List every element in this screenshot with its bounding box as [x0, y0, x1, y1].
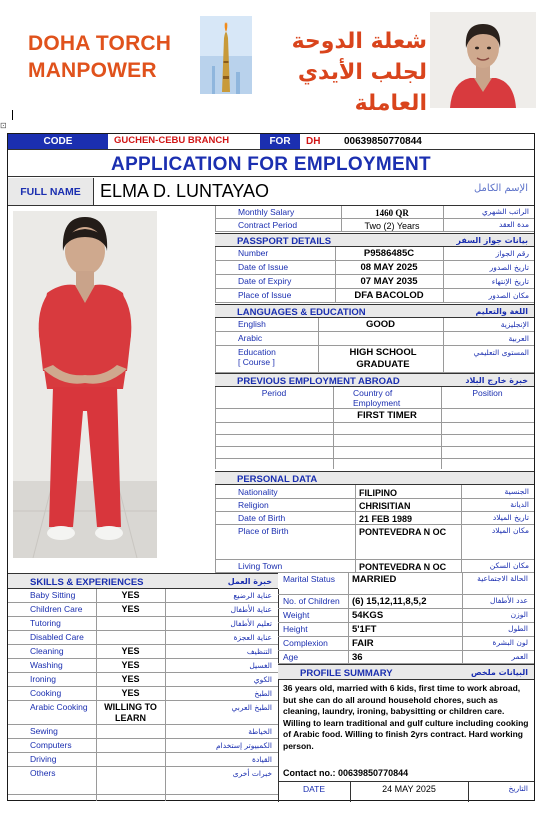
company-name-ar: [265, 26, 427, 119]
skill-value: YES: [121, 688, 140, 698]
skill-row: [8, 659, 278, 673]
contact-value: 00639850770844: [338, 768, 409, 778]
living-town-value: PONTEVEDRA N OC: [359, 562, 447, 572]
passport-issue-date-value: 08 MAY 2025: [360, 262, 418, 273]
skill-label-ar: القيادة: [252, 755, 272, 764]
skill-value: YES: [121, 660, 140, 670]
skill-label: Cooking: [30, 688, 62, 698]
code-label: CODE: [8, 134, 108, 149]
for-value: DH: [306, 136, 321, 147]
passport-expiry-date-label-ar: تاريخ الإنتهاء: [491, 277, 529, 286]
contact-row: [283, 768, 531, 778]
skill-label-ar: الطبخ العربي: [231, 703, 272, 712]
skill-label: Ironing: [30, 674, 56, 684]
profile-summary-title: PROFILE SUMMARY: [300, 668, 393, 679]
skills-table: [8, 589, 278, 801]
period-column-header: Period: [261, 388, 287, 398]
english-value: GOOD: [365, 319, 396, 330]
skill-value: YES: [121, 590, 140, 600]
skill-label: Cleaning: [30, 646, 64, 656]
skill-label-ar: الطبخ: [254, 689, 272, 698]
details-table: [278, 573, 534, 664]
company-name-en: [28, 30, 171, 84]
detail-value: 54KGS: [352, 610, 384, 621]
detail-value: (6) 15,12,11,8,5,2: [352, 596, 427, 607]
skill-label: Arabic Cooking: [30, 702, 88, 712]
previous-employment-title-ar: خبرة خارج البلاد: [465, 376, 528, 385]
profile-summary-title-ar: البيانات ملخص: [470, 668, 528, 677]
detail-label-ar: لون البشرة: [492, 638, 528, 647]
religion-label-ar: الديانة: [510, 500, 529, 509]
passport-number-value: P9586485C: [363, 248, 415, 259]
detail-value: 36: [352, 652, 363, 663]
skill-row: [8, 617, 278, 631]
salary-label: Monthly Salary: [238, 207, 295, 217]
contract-label-ar: مدة العقد: [499, 220, 529, 229]
skill-label: Computers: [30, 740, 72, 750]
passport-expiry-date-label: Date of Expiry: [238, 276, 292, 286]
skill-row: [8, 725, 278, 739]
detail-label: No. of Children: [283, 596, 340, 606]
skill-value: YES: [121, 604, 140, 614]
anchor-icon: ⊡: [0, 121, 7, 130]
passport-section-header: [215, 233, 534, 247]
passport-place-label: Place of Issue: [238, 290, 292, 300]
personal-data-title: PERSONAL DATA: [237, 474, 318, 485]
text-cursor: [12, 110, 13, 120]
full-name-label-ar: الإسم الكامل: [473, 183, 528, 194]
passport-number-label: Number: [238, 248, 269, 258]
religion-label: Religion: [238, 500, 269, 510]
skill-row: [8, 645, 278, 659]
skill-label: Children Care: [30, 604, 83, 614]
skill-row: [8, 603, 278, 617]
skill-row: [8, 631, 278, 645]
full-name-label: FULL NAME: [8, 178, 94, 205]
skill-label-ar: خبرات أخرى: [232, 769, 272, 778]
passport-section-title: PASSPORT DETAILS: [237, 236, 332, 247]
applicant-headshot: [430, 12, 536, 108]
torch-tower-logo: [200, 16, 252, 94]
previous-employment-table: [215, 387, 534, 469]
skill-label: Disabled Care: [30, 632, 84, 642]
date-label-ar: التاريخ: [508, 784, 528, 793]
birthplace-label: Place of Birth: [238, 526, 289, 536]
skill-label: Washing: [30, 660, 63, 670]
detail-label: Height: [283, 624, 308, 634]
dob-value: 21 FEB 1989: [359, 514, 413, 524]
profile-summary-header: [278, 664, 534, 680]
skills-section-header: [8, 573, 278, 589]
skill-label-ar: الخياطة: [248, 727, 272, 736]
skill-label-ar: عناية الرضيع: [233, 591, 272, 600]
education-label: Education: [238, 347, 276, 357]
detail-row: [278, 623, 534, 637]
detail-label: Complexion: [283, 638, 328, 648]
full-name-value: ELMA D. LUNTAYAO: [100, 181, 270, 201]
contact-label: Contact no.:: [283, 768, 336, 778]
education-value: HIGH SCHOOL GRADUATE: [349, 347, 417, 370]
personal-data-table: [215, 485, 534, 573]
detail-label: Weight: [283, 610, 310, 620]
profile-summary-text: 36 years old, married with 6 kids, first time to work abroad, but she can do all around household chores, such as cleaning, laundry, ironing, babysitting or children care. Willing to learn traditional and gulf culture including cooking of Arabic food. Willing to finish 2yrs contract. Hard working person.: [283, 683, 529, 751]
skill-label: Sewing: [30, 726, 58, 736]
education-label-ar: المستوى التعليمي: [473, 348, 529, 357]
nationality-value: FILIPINO: [359, 488, 397, 498]
form-top-bar: [8, 134, 534, 150]
passport-place-label-ar: مكان الصدور: [488, 291, 529, 300]
skill-row: [8, 753, 278, 767]
skill-row: [8, 767, 278, 795]
english-label: English: [238, 319, 266, 329]
detail-label-ar: الطول: [508, 624, 528, 633]
living-town-label: Living Town: [238, 561, 283, 571]
date-value: 24 MAY 2025: [382, 784, 436, 794]
dob-label-ar: تاريخ الميلاد: [492, 513, 529, 522]
detail-row: [278, 609, 534, 623]
skill-label-ar: عناية الأطفال: [230, 605, 272, 614]
detail-label-ar: الحالة الاجتماعية: [477, 574, 528, 583]
birthplace-label-ar: مكان الميلاد: [491, 526, 529, 535]
religion-value: CHRISITIAN: [359, 501, 411, 511]
company-name-line2: MANPOWER: [28, 59, 157, 82]
arabic-label-ar: العربية: [508, 334, 529, 343]
full-name-row: [8, 178, 534, 206]
skill-label-ar: الكمبيوتر إستخدام: [216, 741, 272, 750]
languages-table: [215, 318, 534, 373]
applicant-full-body-photo: [13, 211, 157, 558]
branch-name: GUCHEN-CEBU BRANCH: [114, 135, 230, 146]
passport-place-value: DFA BACOLOD: [354, 290, 424, 301]
skill-value: YES: [121, 646, 140, 656]
skill-row: [8, 739, 278, 753]
skill-value: YES: [121, 674, 140, 684]
company-name-line1: DOHA TORCH: [28, 32, 172, 55]
skill-label-ar: الغسيل: [249, 661, 272, 670]
salary-contract-block: [215, 206, 534, 232]
passport-issue-date-label: Date of Issue: [238, 262, 289, 272]
living-town-label-ar: مكان السكن: [489, 561, 529, 570]
personal-data-header: [215, 471, 534, 485]
dob-label: Date of Birth: [238, 513, 286, 523]
country-column-header: Country of Employment: [353, 388, 401, 408]
form-title: APPLICATION FOR EMPLOYMENT: [8, 151, 534, 177]
detail-label: Age: [283, 652, 299, 662]
skill-label-ar: التنظيف: [246, 647, 272, 656]
english-label-ar: الإنجليزية: [500, 320, 529, 329]
for-label: FOR: [260, 134, 300, 149]
nationality-label-ar: الجنسية: [504, 487, 529, 496]
languages-section-title-ar: اللغة والتعليم: [475, 307, 528, 316]
detail-value: MARRIED: [352, 574, 397, 585]
skill-row: [8, 701, 278, 725]
applicant-phone: 00639850770844: [344, 136, 422, 147]
previous-employment-title: PREVIOUS EMPLOYMENT ABROAD: [237, 376, 400, 387]
company-name-ar-line1: شعلة الدوحة: [291, 29, 427, 54]
detail-label-ar: العمر: [511, 652, 528, 661]
skill-label: Tutoring: [30, 618, 61, 628]
skills-section-title-ar: خبرة العمل: [227, 577, 272, 586]
detail-label-ar: عدد الأطفال: [490, 596, 528, 605]
salary-value: 1460 QR: [375, 208, 409, 218]
skill-row: [8, 687, 278, 701]
detail-row: [278, 651, 534, 664]
passport-issue-date-label-ar: تاريخ الصدور: [489, 263, 529, 272]
passport-table: [215, 247, 534, 303]
skill-value: WILLING TO LEARN: [104, 702, 157, 723]
skill-row: [8, 589, 278, 603]
passport-expiry-date-value: 07 MAY 2035: [360, 276, 418, 287]
detail-value: 5'1FT: [352, 624, 377, 635]
passport-number-label-ar: رقم الجواز: [495, 249, 529, 258]
first-timer-value: FIRST TIMER: [357, 410, 417, 421]
skill-label: Baby Sitting: [30, 590, 76, 600]
contract-label: Contract Period: [238, 220, 298, 230]
detail-row: [278, 595, 534, 609]
skill-label-ar: عناية العجزة: [233, 633, 272, 642]
education-course-label: [ Course ]: [238, 357, 275, 367]
company-name-ar-line2: لجلب الأيدي العاملة: [297, 60, 427, 116]
languages-section-title: LANGUAGES & EDUCATION: [237, 307, 366, 318]
detail-row: [278, 573, 534, 595]
nationality-label: Nationality: [238, 487, 278, 497]
arabic-label: Arabic: [238, 333, 263, 343]
skill-label-ar: الكوي: [253, 675, 272, 684]
detail-label-ar: الوزن: [510, 610, 528, 619]
skills-section-title: SKILLS & EXPERIENCES: [30, 577, 144, 588]
detail-label: Marital Status: [283, 574, 335, 584]
application-form: [7, 133, 535, 801]
skill-label: Others: [30, 768, 56, 778]
date-row: [278, 781, 534, 801]
languages-section-header: [215, 304, 534, 318]
skill-label-ar: تعليم الأطفال: [230, 619, 272, 628]
detail-row: [278, 637, 534, 651]
salary-label-ar: الراتب الشهري: [482, 207, 529, 216]
passport-section-title-ar: بيانات جواز السفر: [456, 236, 528, 245]
contract-value: Two (2) Years: [364, 221, 420, 231]
skill-row: [8, 673, 278, 687]
detail-value: FAIR: [352, 638, 374, 649]
birthplace-value: PONTEVEDRA N OC: [359, 527, 447, 537]
date-label: DATE: [302, 784, 326, 794]
position-column-header: Position: [472, 388, 503, 398]
skill-label: Driving: [30, 754, 57, 764]
previous-employment-header: [215, 373, 534, 387]
